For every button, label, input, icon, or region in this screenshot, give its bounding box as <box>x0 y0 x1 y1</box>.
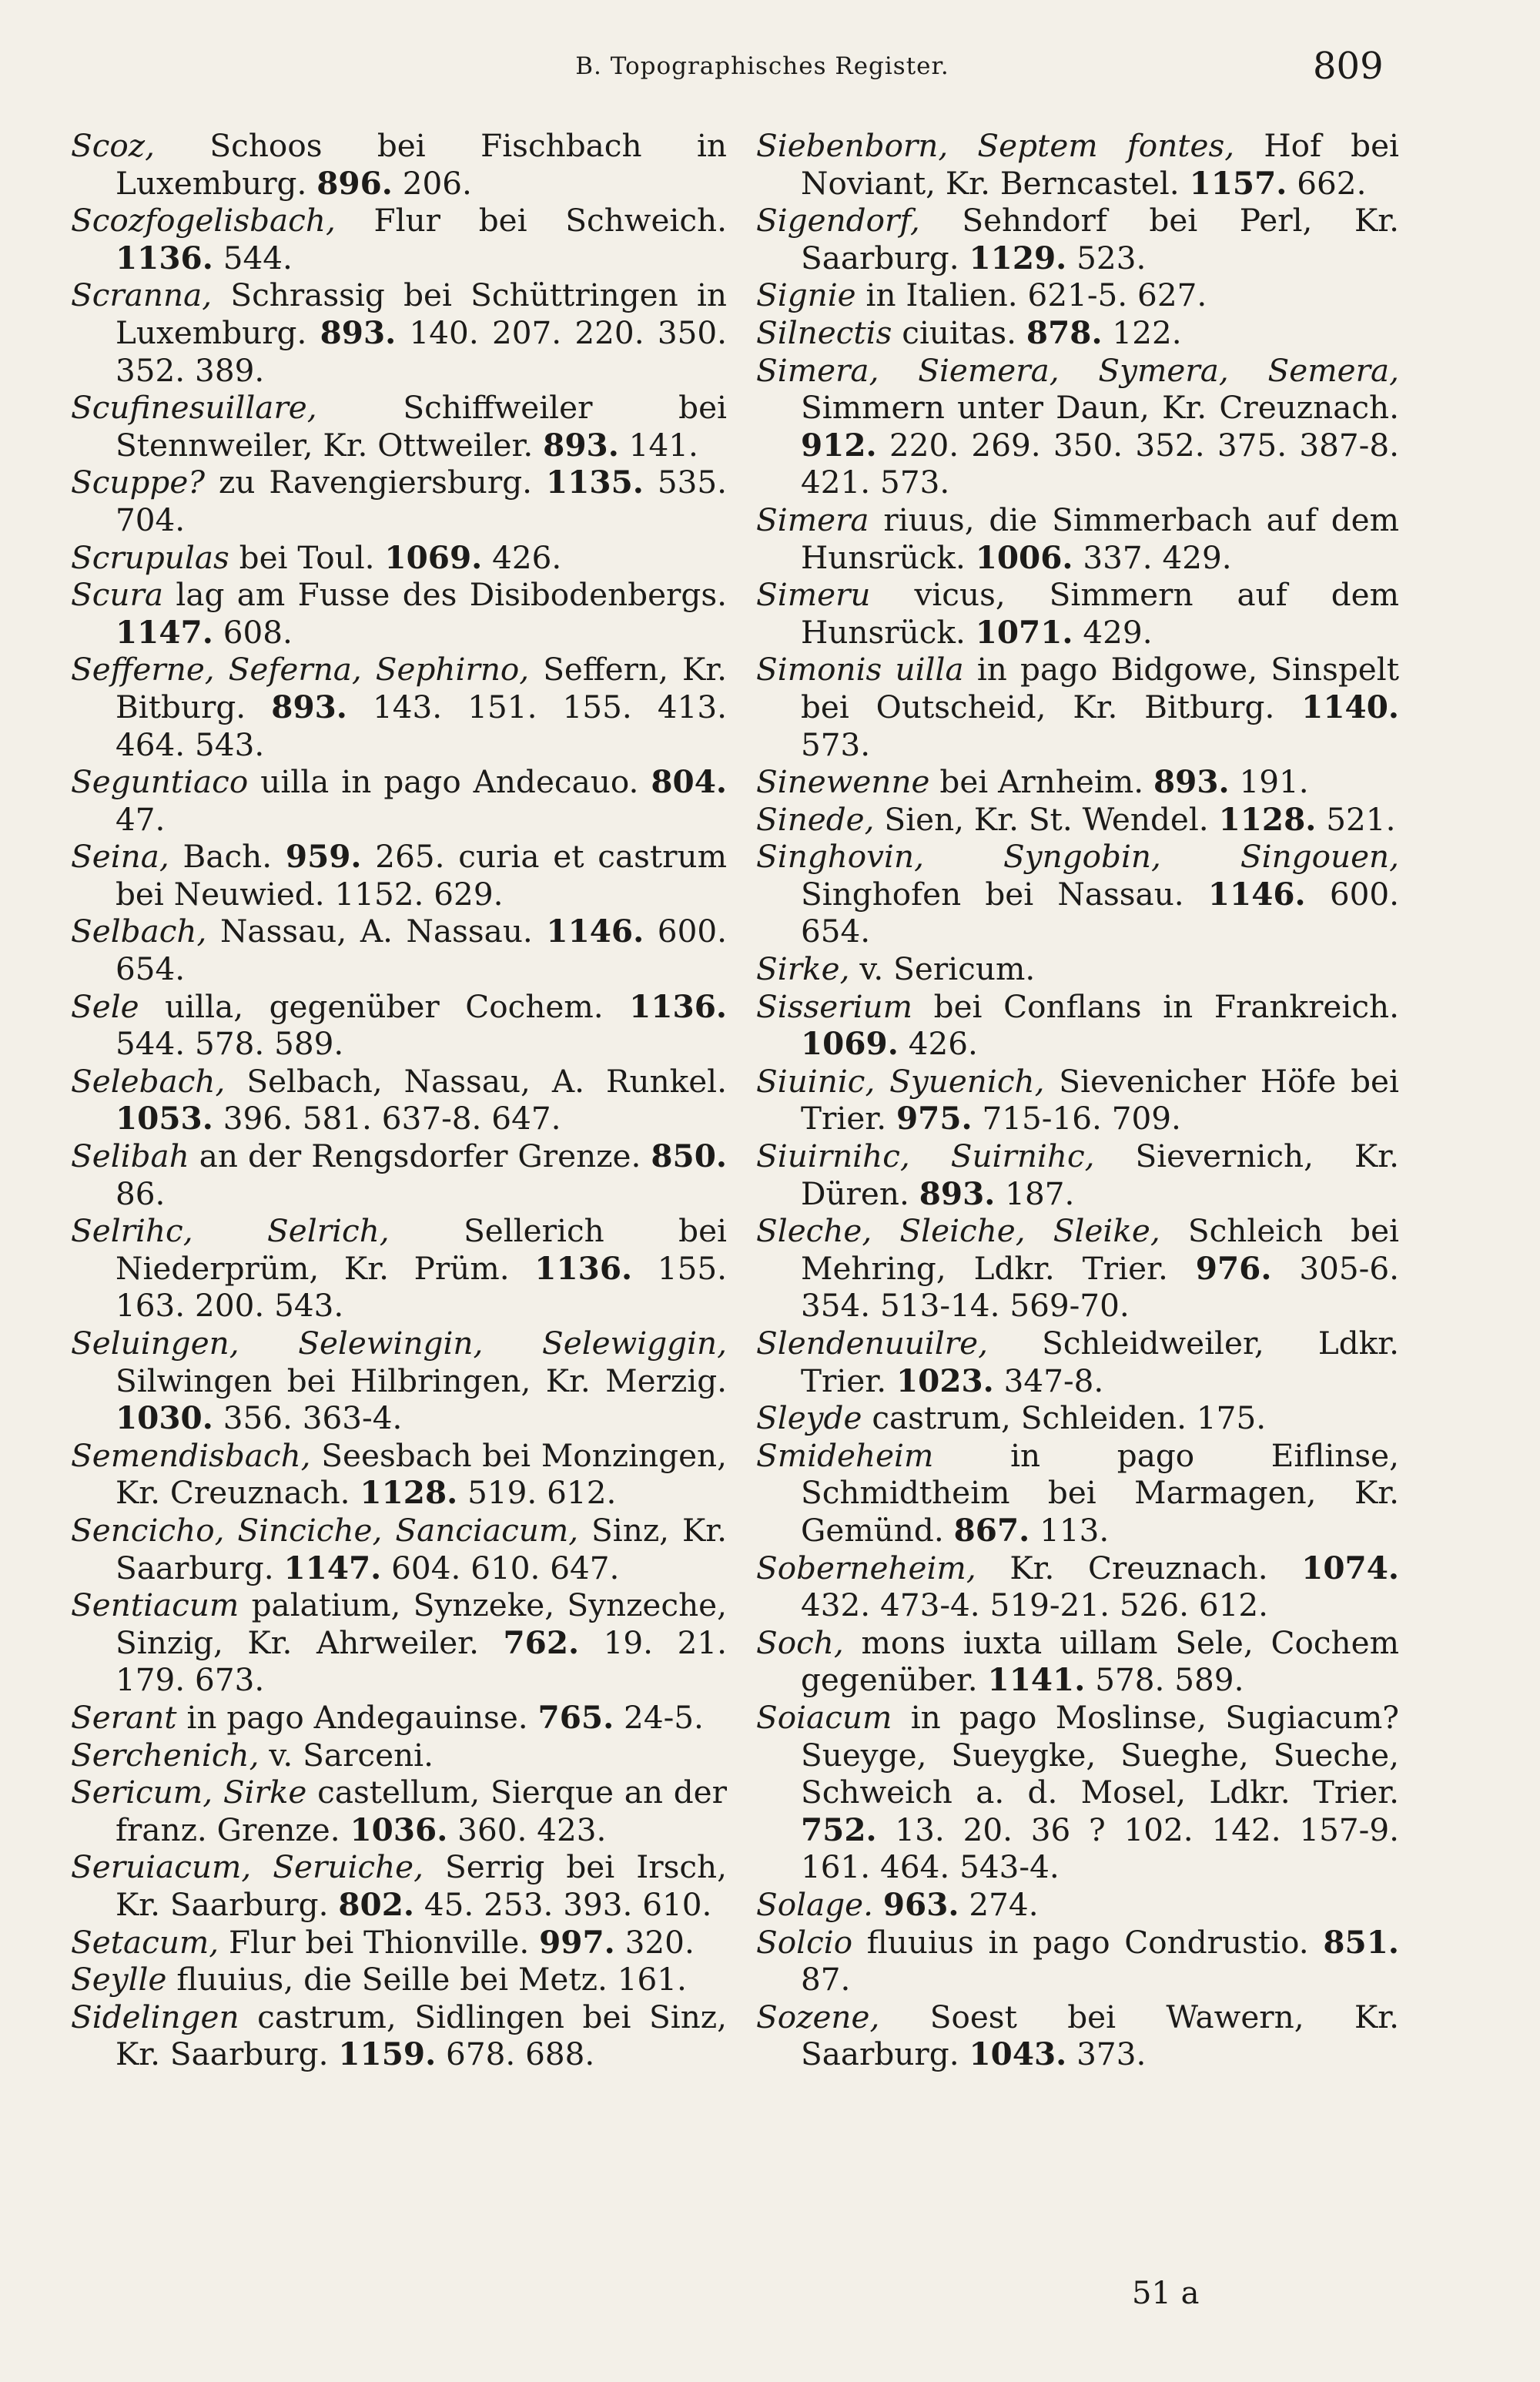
entry-main-reference: 1146. <box>546 913 644 950</box>
entry-term: Sefferne, Seferna, Sephirno, <box>71 651 530 688</box>
entry-description: bei Conflans in Frankreich. <box>912 987 1399 1025</box>
entry-main-reference: 804. <box>651 763 727 801</box>
register-entry <box>756 651 1399 763</box>
register-entry <box>756 838 1399 950</box>
register-entry <box>71 1998 727 2073</box>
entry-page-references: 337. 429. <box>1073 538 1232 576</box>
entry-term: Slendenuuilre, <box>756 1325 989 1362</box>
register-entry <box>71 1437 727 1512</box>
entry-main-reference: 1140. <box>1301 688 1399 725</box>
entry-description: Selbach, Nassau, A. Runkel. <box>225 1062 727 1100</box>
entry-main-reference: 1146. <box>1207 875 1306 913</box>
entry-main-reference: 1147. <box>283 1549 382 1586</box>
entry-page-references: 678. 688. <box>436 2035 595 2073</box>
entry-description: Seesbach bei Monzingen, Kr. Creuznach. <box>116 1436 727 1512</box>
entry-main-reference: 1147. <box>116 613 213 651</box>
entry-main-reference: 1071. <box>975 613 1073 651</box>
register-entry <box>756 1886 1399 1924</box>
entry-description: Sien, Kr. St. Wendel. <box>874 800 1219 838</box>
entry-page-references: 360. 423. <box>447 1811 607 1848</box>
entry-description: v. Sericum. <box>849 950 1036 988</box>
entry-term: Scufinesuillare, <box>71 389 317 427</box>
entry-main-reference: 1141. <box>987 1661 1086 1699</box>
entry-main-reference: 1135. <box>546 464 644 501</box>
entry-main-reference: 1074. <box>1301 1549 1399 1586</box>
entry-term: Sinewenne <box>756 763 930 801</box>
entry-page-references: 426. <box>898 1025 978 1063</box>
entry-term: Sisserium <box>756 987 913 1025</box>
register-entry <box>756 988 1399 1063</box>
entry-term: Selibah <box>71 1137 189 1175</box>
entry-page-references: 662. <box>1287 164 1367 202</box>
entry-term: Serant <box>71 1698 177 1736</box>
entry-description: Sehndorf bei Perl, Kr. Saarburg. <box>801 202 1399 276</box>
register-entry <box>71 539 727 577</box>
entry-term: Scura <box>71 576 164 614</box>
entry-page-references: 519. 612. <box>457 1474 617 1512</box>
register-entry <box>71 1325 727 1437</box>
entry-description: Hof bei Noviant, Kr. Berncastel. <box>801 127 1399 202</box>
entry-description <box>873 1886 883 1923</box>
entry-term: Siuinic, Syuenich, <box>756 1062 1045 1100</box>
entry-term: Solcio <box>756 1923 853 1961</box>
entry-term: Simera, Siemera, Symera, Semera, <box>756 351 1399 389</box>
entry-term: Simeru <box>756 576 871 614</box>
page-number: 809 <box>1313 45 1384 88</box>
entry-description: in pago Bidgowe, Sinspelt bei Outscheid, Kr. Bitburg. <box>801 651 1399 725</box>
entry-page-references: 604. 610. 647. <box>381 1549 620 1586</box>
entry-term: Singhovin, Syngobin, Singouen, <box>756 838 1399 876</box>
entry-page-references: 320. <box>614 1923 695 1961</box>
register-entry <box>71 576 727 651</box>
entry-main-reference: 1030. <box>116 1399 213 1437</box>
register-entry <box>756 1325 1399 1399</box>
entry-term: Serchenich, <box>71 1736 259 1774</box>
entry-main-reference: 976. <box>1195 1249 1272 1287</box>
entry-description: uilla, gegenüber Cochem. <box>139 987 630 1025</box>
entry-page-references: 87. <box>801 1961 851 1998</box>
entry-description: v. Sarceni. <box>259 1736 434 1774</box>
entry-page-references: 305-6. 354. 513-14. 569-70. <box>801 1249 1399 1325</box>
entry-page-references: 429. <box>1073 613 1153 651</box>
entry-page-references: 143. 151. 155. 413. 464. 543. <box>116 688 727 763</box>
entry-term: Siebenborn, Septem fontes, <box>756 127 1235 164</box>
entry-main-reference: 893. <box>271 688 347 725</box>
entry-description: Simmern unter Daun, Kr. Creuznach. <box>801 389 1399 427</box>
entry-term: Scoz, <box>71 127 156 164</box>
register-entry <box>71 1774 727 1848</box>
entry-term: Scuppe? <box>71 464 206 501</box>
entry-page-references: 24-5. <box>614 1698 704 1736</box>
entry-description: fluuius, die Seille bei Metz. 161. <box>166 1961 687 1998</box>
entry-description: Sievernich, Kr. Düren. <box>801 1137 1399 1212</box>
entry-main-reference: 959. <box>285 838 362 876</box>
entry-description: castrum, Schleiden. 175. <box>862 1399 1267 1437</box>
register-entry <box>756 1998 1399 2073</box>
entry-main-reference: 1043. <box>969 2035 1067 2073</box>
register-entry <box>71 276 727 389</box>
entry-description: in pago Andegauinse. <box>176 1698 538 1736</box>
register-entry <box>71 1737 727 1774</box>
register-entry <box>71 763 727 838</box>
entry-main-reference: 1053. <box>116 1100 213 1137</box>
entry-description: Sellerich bei Niederprüm, Kr. Prüm. <box>116 1212 727 1287</box>
entry-description: uilla in pago Andecauo. <box>248 763 651 801</box>
entry-description: palatium, Synzeke, Synzeche, Sinzig, Kr. Ahrweiler. <box>116 1586 727 1661</box>
entry-page-references: 86. <box>116 1174 166 1212</box>
entry-page-references: 544. 578. 589. <box>116 1025 344 1063</box>
entry-page-references: 206. <box>392 164 472 202</box>
entry-description: fluuius in pago Condrustio. <box>852 1923 1324 1961</box>
register-entry <box>756 276 1399 314</box>
entry-description: Nassau, A. Nassau. <box>206 913 547 950</box>
register-entry <box>756 314 1399 352</box>
register-entry <box>756 127 1399 202</box>
entry-main-reference: 1136. <box>629 987 727 1025</box>
entry-term: Setacum, <box>71 1923 219 1961</box>
entry-description: bei Arnheim. <box>929 763 1153 801</box>
entry-description: Singhofen bei Nassau. <box>801 875 1208 913</box>
entry-term: Selbach, <box>71 913 207 950</box>
entry-page-references: 141. <box>618 426 698 464</box>
entry-main-reference: 1023. <box>896 1362 994 1399</box>
entry-term: Sozene, <box>756 1998 880 2035</box>
entry-description: mons iuxta uillam Sele, Cochem gegenüber. <box>801 1623 1399 1699</box>
register-entry <box>71 988 727 1063</box>
entry-description: bei Toul. <box>229 538 385 576</box>
entry-term: Seina, <box>71 838 169 876</box>
entry-description: ciuitas. <box>892 313 1026 351</box>
entry-page-references: 573. <box>801 725 871 763</box>
entry-term: Seylle <box>71 1961 167 1998</box>
entry-main-reference: 762. <box>503 1623 580 1661</box>
entry-main-reference: 1006. <box>975 538 1073 576</box>
entry-description: lag am Fusse des Disibodenbergs. <box>163 576 727 614</box>
entry-description: Serrig bei Irsch, Kr. Saarburg. <box>116 1848 728 1923</box>
register-entry <box>756 1137 1399 1212</box>
register-entry <box>756 202 1399 276</box>
entry-description: in pago Moslinse, Sugiacum? Sueyge, Sueygke, Sueghe, Sueche, Schweich a. d. Mosel, Ldkr. Trier. <box>801 1698 1399 1811</box>
entry-term: Seguntiaco <box>71 763 249 801</box>
register-entry <box>756 763 1399 801</box>
entry-term: Soberneheim, <box>756 1549 976 1586</box>
register-entry <box>71 1924 727 1962</box>
entry-description: Flur bei Thionville. <box>219 1923 540 1961</box>
entry-description: Bach. <box>169 838 286 876</box>
entry-description: castrum, Sidlingen bei Sinz, Kr. Saarburg. <box>116 1998 727 2073</box>
entry-main-reference: 867. <box>953 1511 1030 1549</box>
entry-term: Semendisbach, <box>71 1436 311 1474</box>
entry-page-references: 608. <box>213 613 293 651</box>
entry-description: vicus, Simmern auf dem Hunsrück. <box>801 576 1399 651</box>
entry-page-references: 600. 654. <box>116 913 727 988</box>
entry-main-reference: 752. <box>801 1811 877 1848</box>
entry-main-reference: 850. <box>651 1137 727 1175</box>
entry-description: castellum, Sierque an der franz. Grenze. <box>116 1774 727 1848</box>
entry-page-references: 187. <box>995 1174 1075 1212</box>
entry-page-references: 13. 20. 36 ? 102. 142. 157-9. 161. 464. 543-4. <box>801 1811 1399 1886</box>
entry-term: Selrihc, Selrich, <box>71 1212 390 1250</box>
entry-term: Scrupulas <box>71 538 229 576</box>
entry-page-references: 373. <box>1066 2035 1147 2073</box>
entry-term: Signie <box>756 276 856 314</box>
entry-main-reference: 851. <box>1323 1923 1399 1961</box>
entry-page-references: 122. <box>1102 313 1182 351</box>
entry-main-reference: 893. <box>919 1174 996 1212</box>
entry-term: Simonis uilla <box>756 651 964 688</box>
entry-page-references: 140. 207. 220. 350. 352. 389. <box>116 313 728 389</box>
register-entry <box>71 1961 727 1998</box>
entry-main-reference: 997. <box>539 1923 615 1961</box>
entry-page-references: 347-8. <box>993 1362 1104 1399</box>
entry-term: Sericum, Sirke <box>71 1774 307 1811</box>
entry-page-references: 715-16. 709. <box>972 1100 1181 1137</box>
entry-term: Silnectis <box>756 313 892 351</box>
entry-description: zu Ravengiersburg. <box>205 464 547 501</box>
entry-page-references: 432. 473-4. 519-21. 526. 612. <box>801 1586 1269 1624</box>
entry-description: Kr. Creuznach. <box>976 1549 1302 1586</box>
entry-page-references: 544. <box>213 239 293 276</box>
entry-page-references: 356. 363-4. <box>213 1399 403 1437</box>
entry-page-references: 47. <box>116 800 166 838</box>
register-entry <box>71 1512 727 1586</box>
entry-description: Schoos bei Fischbach in Luxemburg. <box>116 127 727 202</box>
register-entry <box>71 1137 727 1212</box>
register-entry <box>756 352 1399 501</box>
entry-term: Seluingen, Selewingin, Selewiggin, <box>71 1325 727 1362</box>
entry-page-references: 274. <box>959 1885 1039 1923</box>
entry-page-references: 578. 589. <box>1085 1661 1244 1699</box>
left-column <box>71 127 727 2073</box>
entry-main-reference: 975. <box>896 1100 973 1137</box>
register-entry <box>756 1624 1399 1699</box>
entry-description: Sievenicher Höfe bei Trier. <box>801 1062 1399 1137</box>
register-entry <box>756 1549 1399 1624</box>
register-entry <box>756 1063 1399 1137</box>
entry-term: Sinede, <box>756 800 875 838</box>
entry-description: Schleich bei Mehring, Ldkr. Trier. <box>801 1212 1399 1287</box>
entry-main-reference: 912. <box>801 426 877 464</box>
entry-term: Scranna, <box>71 276 213 314</box>
entry-description: Schrassig bei Schüttringen in Luxemburg. <box>116 276 727 351</box>
register-entry <box>756 801 1399 839</box>
register-entry <box>71 1699 727 1737</box>
entry-main-reference: 1069. <box>384 538 483 576</box>
entry-main-reference: 1129. <box>969 239 1067 276</box>
entry-main-reference: 893. <box>543 426 619 464</box>
entry-page-references: 600. 654. <box>801 875 1399 950</box>
register-entry <box>756 1399 1399 1437</box>
entry-main-reference: 1136. <box>116 239 213 276</box>
entry-term: Sentiacum <box>71 1586 239 1624</box>
entry-description: in Italien. 621-5. 627. <box>855 276 1207 314</box>
entry-term: Sirke, <box>756 950 850 988</box>
entry-description: Flur bei Schweich. <box>335 202 727 240</box>
entry-page-references: 265. curia et castrum bei Neuwied. 1152. 629. <box>116 838 728 913</box>
entry-page-references: 45. 253. 393. 610. <box>414 1885 712 1923</box>
entry-term: Sigendorf, <box>756 202 920 240</box>
entry-term: Simera <box>756 501 869 538</box>
register-entry <box>71 1848 727 1923</box>
register-entry <box>71 464 727 538</box>
entry-main-reference: 1157. <box>1189 164 1287 202</box>
entry-term: Sele <box>71 987 139 1025</box>
entry-main-reference: 802. <box>338 1885 414 1923</box>
entry-term: Siuirnihc, Suirnihc, <box>756 1137 1095 1175</box>
entry-main-reference: 893. <box>1153 763 1230 801</box>
entry-term: Soiacum <box>756 1698 892 1736</box>
entry-main-reference: 765. <box>537 1698 614 1736</box>
entry-term: Selebach, <box>71 1062 226 1100</box>
entry-page-references: 113. <box>1029 1511 1110 1549</box>
entry-description: riuus, die Simmerbach auf dem Hunsrück. <box>801 501 1399 576</box>
entry-description: Sinz, Kr. Saarburg. <box>116 1511 727 1586</box>
entry-page-references: 155. 163. 200. 543. <box>116 1249 727 1325</box>
register-entry <box>71 127 727 202</box>
register-entry <box>756 950 1399 988</box>
register-entry <box>71 1212 727 1325</box>
entry-description: an der Rengsdorfer Grenze. <box>189 1137 651 1175</box>
entry-page-references: 521. <box>1316 800 1396 838</box>
register-entry <box>71 651 727 763</box>
entry-term: Smideheim <box>756 1436 934 1474</box>
entry-page-references: 220. 269. 350. 352. 375. 387-8. 421. 573. <box>801 426 1399 501</box>
entry-page-references: 191. <box>1229 763 1309 801</box>
register-entry <box>756 1699 1399 1886</box>
register-entry <box>756 1437 1399 1549</box>
entry-main-reference: 1128. <box>1218 800 1317 838</box>
entry-description: Schleidweiler, Ldkr. Trier. <box>801 1325 1399 1399</box>
entry-term: Sleyde <box>756 1399 862 1437</box>
entry-description: Silwingen bei Hilbringen, Kr. Merzig. <box>116 1362 727 1399</box>
entry-main-reference: 893. <box>320 313 397 351</box>
entry-page-references: 396. 581. 637-8. 647. <box>213 1100 561 1137</box>
entry-term: Scozfogelisbach, <box>71 202 336 240</box>
register-entry <box>756 576 1399 651</box>
entry-description: Seffern, Kr. Bitburg. <box>116 651 728 725</box>
running-head: B. Topographisches Register. <box>575 52 949 80</box>
entry-page-references: 426. <box>482 538 562 576</box>
entry-description: in pago Eiflinse, Schmidtheim bei Marmagen, Kr. Gemünd. <box>801 1436 1399 1549</box>
entry-main-reference: 1128. <box>360 1474 458 1512</box>
entry-term: Soch, <box>756 1623 844 1661</box>
entry-main-reference: 1136. <box>534 1249 633 1287</box>
entry-main-reference: 1036. <box>350 1811 448 1848</box>
right-column <box>756 127 1399 2073</box>
entry-term: Sencicho, Sinciche, Sanciacum, <box>71 1511 579 1549</box>
entry-main-reference: 1069. <box>801 1025 899 1063</box>
entry-term: Solage. <box>756 1885 873 1923</box>
entry-main-reference: 896. <box>316 164 393 202</box>
entry-page-references: 523. <box>1066 239 1147 276</box>
register-entry <box>756 1924 1399 1998</box>
register-entry <box>71 913 727 987</box>
entry-term: Sidelingen <box>71 1998 239 2035</box>
entry-main-reference: 878. <box>1026 313 1103 351</box>
entry-page-references: 535. 704. <box>116 464 727 538</box>
entry-term: Sleche, Sleiche, Sleike, <box>756 1212 1160 1250</box>
signature-mark: 51 a <box>1132 2276 1200 2311</box>
register-entry <box>71 1586 727 1699</box>
register-entry <box>71 202 727 276</box>
register-entry <box>71 1063 727 1137</box>
register-entry <box>756 501 1399 576</box>
register-entry <box>71 389 727 464</box>
entry-term: Seruiacum, Seruiche, <box>71 1848 424 1886</box>
register-entry <box>756 1212 1399 1325</box>
register-entry <box>71 838 727 913</box>
entry-page-references: 19. 21. 179. 673. <box>116 1623 727 1699</box>
entry-description: Schiffweiler bei Stennweiler, Kr. Ottweiler. <box>116 389 727 464</box>
entry-main-reference: 963. <box>882 1885 959 1923</box>
entry-description: Soest bei Wawern, Kr. Saarburg. <box>801 1998 1399 2073</box>
entry-main-reference: 1159. <box>338 2035 437 2073</box>
